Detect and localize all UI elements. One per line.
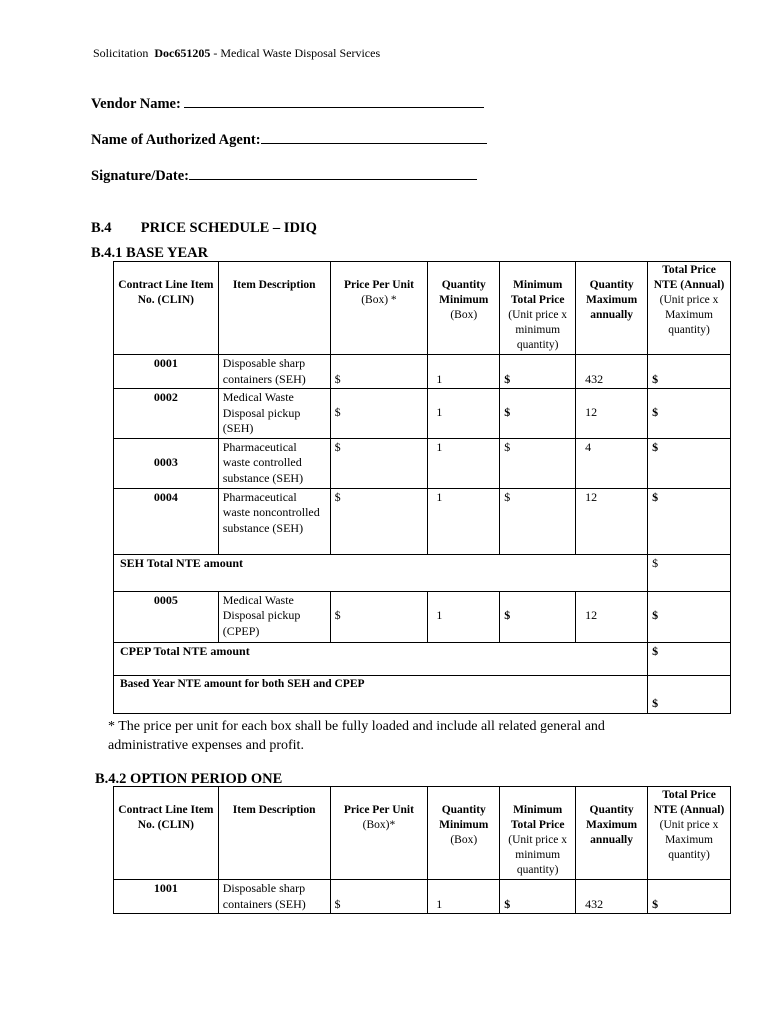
col-minimum-total-sub: (Unit price x minimum quantity) <box>508 309 568 351</box>
col-quantity-minimum: Quantity Minimum <box>439 279 489 306</box>
row-minimum-total[interactable]: $ <box>500 880 576 914</box>
col-quantity-minimum-sub: (Box) <box>450 834 478 846</box>
signature-date-line[interactable] <box>189 166 477 180</box>
row-minimum-total[interactable]: $ <box>500 488 576 554</box>
row-price-per-unit[interactable]: $ <box>330 880 428 914</box>
table-row <box>114 389 731 439</box>
both-total-label: Based Year NTE amount for both SEH and CPEP <box>114 675 648 713</box>
row-quantity-maximum: 432 <box>576 355 648 389</box>
col-minimum-total-sub: (Unit price x minimum quantity) <box>508 834 568 876</box>
vendor-name-line[interactable] <box>184 94 484 108</box>
row-price-per-unit[interactable]: $ <box>330 438 428 488</box>
table-header-row <box>114 262 731 355</box>
row-description: Pharmaceutical waste controlled substance (SEH) <box>218 438 330 488</box>
col-price-per-unit-sub: (Box) * <box>361 294 397 306</box>
both-total-value[interactable]: $ <box>648 675 731 713</box>
row-total-nte[interactable]: $ <box>648 591 731 642</box>
col-clin: Contract Line Item No. (CLIN) <box>118 804 214 831</box>
row-clin: 0002 <box>114 389 219 439</box>
table-header-row <box>114 787 731 880</box>
row-quantity-minimum: 1 <box>428 355 500 389</box>
col-total-nte-sub: (Unit price x Maximum quantity) <box>659 294 719 336</box>
col-minimum-total: Minimum Total Price <box>510 279 565 306</box>
row-quantity-maximum: 12 <box>576 591 648 642</box>
row-minimum-total[interactable]: $ <box>500 355 576 389</box>
row-quantity-maximum: 12 <box>576 488 648 554</box>
row-description: Pharmaceutical waste noncontrolled substance (SEH) <box>218 488 330 554</box>
col-minimum-total: Minimum Total Price <box>510 804 565 831</box>
row-quantity-minimum: 1 <box>428 488 500 554</box>
row-description: Medical Waste Disposal pickup (SEH) <box>218 389 330 439</box>
base-year-heading: B.4.1 BASE YEAR <box>91 245 209 261</box>
col-price-per-unit-sub: (Box)* <box>362 819 396 831</box>
table-row <box>114 880 731 914</box>
row-quantity-maximum: 12 <box>576 389 648 439</box>
row-total-nte[interactable]: $ <box>648 389 731 439</box>
col-total-nte: Total Price NTE (Annual) <box>653 264 725 291</box>
col-clin: Contract Line Item No. (CLIN) <box>118 279 214 306</box>
cpep-total-label: CPEP Total NTE amount <box>114 642 648 675</box>
row-minimum-total[interactable]: $ <box>500 438 576 488</box>
authorized-agent-field[interactable] <box>91 130 487 149</box>
row-minimum-total[interactable]: $ <box>500 389 576 439</box>
seh-total-label: SEH Total NTE amount <box>114 554 648 591</box>
row-minimum-total[interactable]: $ <box>500 591 576 642</box>
section-number: B.4 <box>91 220 112 236</box>
table-row <box>114 355 731 389</box>
table-row <box>114 488 731 554</box>
vendor-name-field[interactable] <box>91 94 484 113</box>
section-heading <box>91 220 317 237</box>
page-header <box>93 46 380 61</box>
row-clin: 0003 <box>114 438 219 488</box>
header-doc-id: Doc651205 <box>154 46 211 60</box>
row-total-nte[interactable]: $ <box>648 488 731 554</box>
header-prefix: Solicitation <box>93 46 149 60</box>
signature-date-field[interactable] <box>91 166 477 185</box>
table-row <box>114 591 731 642</box>
row-total-nte[interactable]: $ <box>648 880 731 914</box>
header-title: - Medical Waste Disposal Services <box>210 46 381 60</box>
both-total-row <box>114 675 731 713</box>
seh-total-row <box>114 554 731 591</box>
row-description: Medical Waste Disposal pickup (CPEP) <box>218 591 330 642</box>
row-price-per-unit[interactable]: $ <box>330 389 428 439</box>
cpep-total-value[interactable]: $ <box>648 642 731 675</box>
row-clin: 1001 <box>114 880 219 914</box>
table-row <box>114 438 731 488</box>
option-one-table <box>113 786 731 914</box>
col-description: Item Description <box>232 279 316 291</box>
col-quantity-maximum: Quantity Maximum annually <box>586 804 638 846</box>
row-price-per-unit[interactable]: $ <box>330 488 428 554</box>
col-quantity-maximum: Quantity Maximum annually <box>586 279 638 321</box>
row-total-nte[interactable]: $ <box>648 438 731 488</box>
col-total-nte-sub: (Unit price x Maximum quantity) <box>659 819 719 861</box>
section-title: PRICE SCHEDULE – IDIQ <box>140 220 317 236</box>
row-price-per-unit[interactable]: $ <box>330 355 428 389</box>
base-year-table <box>113 261 731 714</box>
row-description: Disposable sharp containers (SEH) <box>218 355 330 389</box>
cpep-total-row <box>114 642 731 675</box>
row-quantity-maximum: 4 <box>576 438 648 488</box>
row-quantity-minimum: 1 <box>428 389 500 439</box>
row-quantity-maximum: 432 <box>576 880 648 914</box>
row-clin: 0001 <box>114 355 219 389</box>
col-description: Item Description <box>232 804 316 816</box>
option-one-heading: B.4.2 OPTION PERIOD ONE <box>95 771 283 787</box>
row-quantity-minimum: 1 <box>428 591 500 642</box>
row-quantity-minimum: 1 <box>428 880 500 914</box>
col-quantity-minimum-sub: (Box) <box>450 309 478 321</box>
row-quantity-minimum: 1 <box>428 438 500 488</box>
row-total-nte[interactable]: $ <box>648 355 731 389</box>
col-price-per-unit: Price Per Unit <box>343 279 414 291</box>
row-clin: 0004 <box>114 488 219 554</box>
signature-date-label: Signature/Date: <box>91 168 190 184</box>
col-price-per-unit: Price Per Unit <box>343 804 414 816</box>
seh-total-value[interactable]: $ <box>648 554 731 591</box>
row-description: Disposable sharp containers (SEH) <box>218 880 330 914</box>
price-note: * The price per unit for each box shall be fully loaded and include all related general and administrative expenses and profit. <box>108 719 605 753</box>
authorized-agent-label: Name of Authorized Agent: <box>91 132 261 148</box>
vendor-name-label: Vendor Name: <box>91 96 181 112</box>
authorized-agent-line[interactable] <box>261 130 487 144</box>
row-clin: 0005 <box>114 591 219 642</box>
col-quantity-minimum: Quantity Minimum <box>439 804 489 831</box>
row-price-per-unit[interactable]: $ <box>330 591 428 642</box>
col-total-nte: Total Price NTE (Annual) <box>653 789 725 816</box>
